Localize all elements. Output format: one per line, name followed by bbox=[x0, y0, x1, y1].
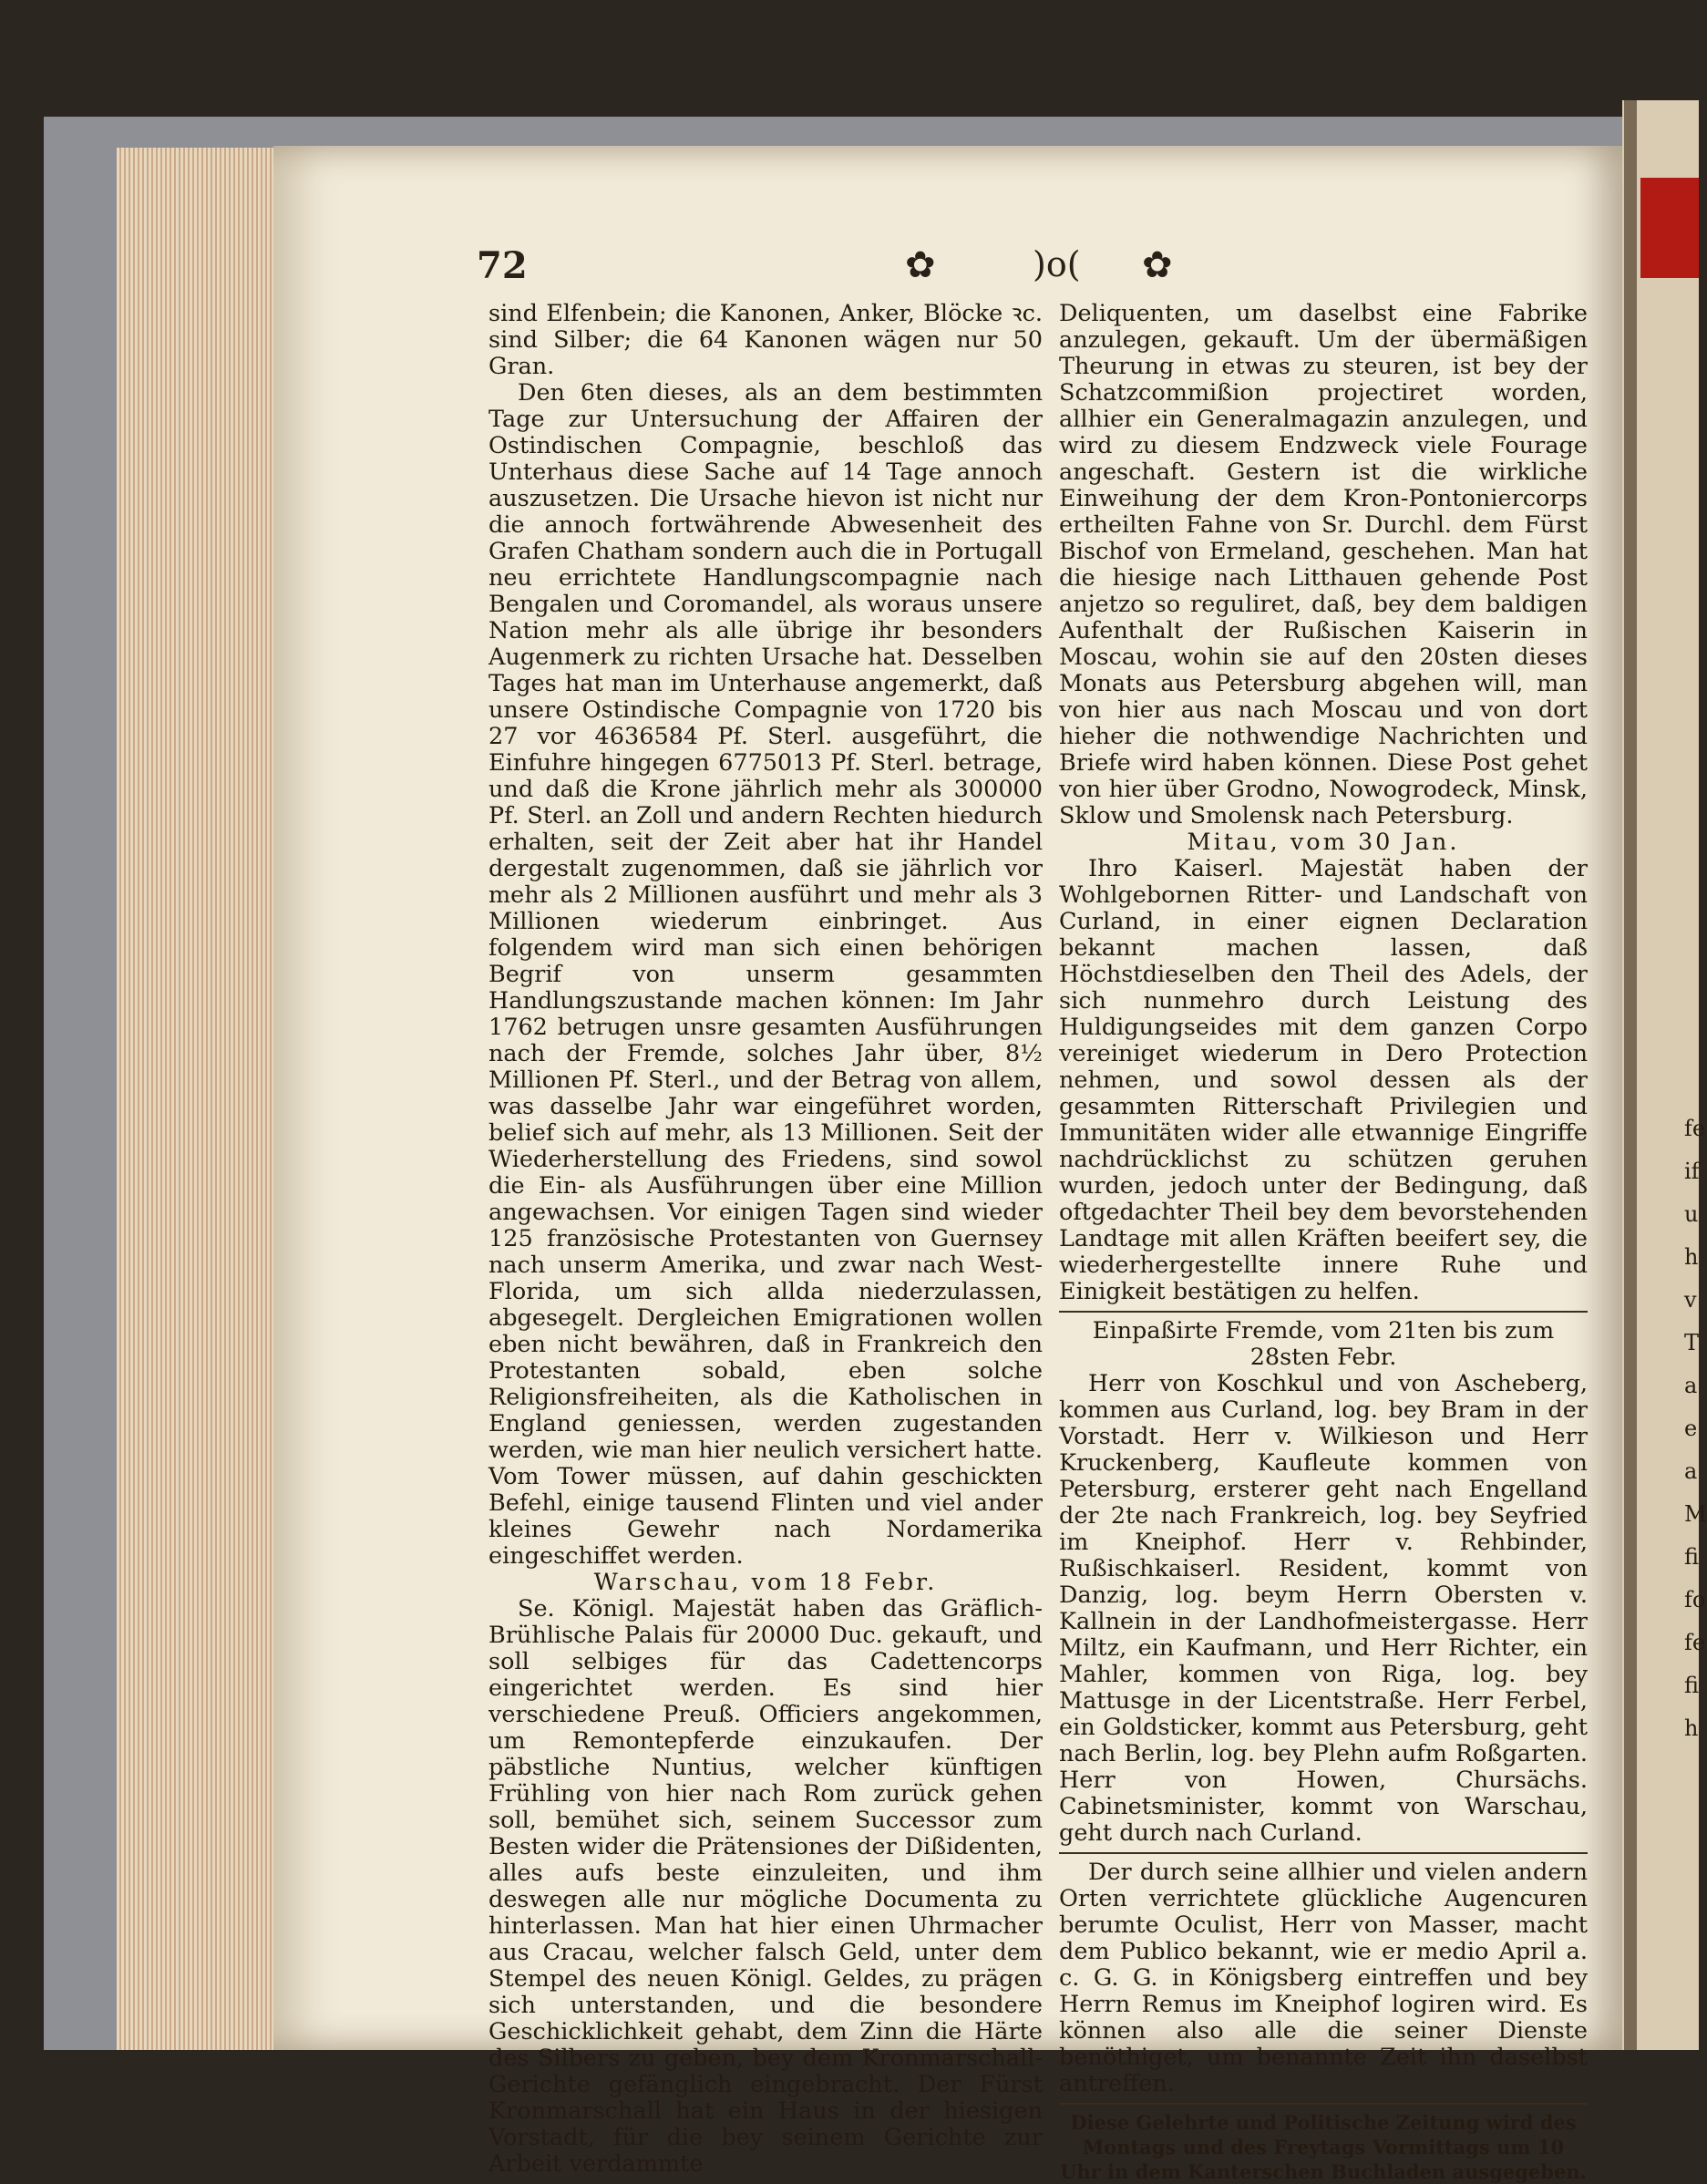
fragment-line: h bbox=[1684, 1715, 1699, 1741]
fragment-line: h bbox=[1684, 1244, 1699, 1270]
section-heading-fremde: Einpaßirte Fremde, vom 21ten bis zum 28sten Febr. bbox=[1092, 1317, 1555, 1371]
next-page-fragment bbox=[1684, 1107, 1707, 1837]
bookmark-ribbon bbox=[1640, 178, 1699, 278]
page-edges bbox=[117, 148, 276, 2050]
advertisement-text: Der durch seine allhier und vielen andern Orten verrichtete glückliche Augencuren berumte Oculist, Herr von Masser, macht dem Publico bekannt, wie er medio April a. c. G. G. in Königsberg eintreffen und bey Herrn Remus im Kneiphof logiren wird. Es können also alle die seiner Dienste benöthiget, um benannte Zeit ihn daselbst antreffen. bbox=[1059, 1859, 1588, 2097]
article-text: sind Elfenbein; die Kanonen, Anker, Blöcke ꝛc. sind Silber; die 64 Kanonen wägen nur 50 Gran. bbox=[488, 300, 1043, 380]
fragment-line: M bbox=[1684, 1501, 1707, 1527]
article-text: Ihro Kaiserl. Majestät haben der Wohlgebornen Ritter- und Landschaft von Curland, in einer eignen Declaration bekannt machen lassen, daß Höchstdieselben den Theil des Adels, der sich nunmehro durch Leistung des Huldigungseides mit dem ganzen Corpo vereiniget wiederum in Dero Protection nehmen, und sowol dessen als der gesammten Ritterschaft Privilegien und Immunitäten wider alle etwannige Eingriffe nachdrücklichst zu schützen geruhen wurden, jedoch unter der Bedingung, daß oftgedachter Theil bey dem bevorstehenden Landtage mit allen Kräften beeifert sey, die wiederhergestellte innere Ruhe und Einigkeit bestätigen zu helfen. bbox=[1059, 855, 1588, 1305]
fragment-line: T bbox=[1684, 1330, 1700, 1355]
dateline-mitau: Mitau, vom 30 Jan. bbox=[1187, 829, 1460, 856]
fragment-line: fi bbox=[1684, 1673, 1700, 1698]
fragment-line: fi bbox=[1684, 1544, 1700, 1570]
ornament-left-icon: ✿ bbox=[905, 244, 936, 286]
fragment-line: fe bbox=[1684, 1630, 1706, 1655]
fragment-line: fe bbox=[1684, 1116, 1706, 1141]
section-divider bbox=[1059, 2103, 1588, 2105]
page-number: 72 bbox=[477, 244, 528, 287]
right-column bbox=[1059, 301, 1588, 2184]
fragment-line: e bbox=[1684, 1416, 1698, 1441]
article-text: Se. Königl. Majestät haben das Gräflich-Brühlische Palais für 20000 Duc. gekauft, und soll selbiges für das Cadettencorps eingerichtet werden. Es sind hier verschiedene Preuß. Officiers angekommen, um Remontepferde einzukaufen. Der päbstliche Nuntius, welcher künftigen Frühling von hier nach Rom zurück gehen soll, bemühet sich, seinem Successor zum Besten wider die Prätensiones der Dißidenten, alles aufs beste einzuleiten, und ihm deswegen alle nur mögliche Documenta zu hinterlassen. Man hat hier einen Uhrmacher aus Cracau, welcher falsch Geld, unter dem Stempel des neuen Königl. Geldes, zu prägen sich unterstanden, und die besondere Geschicklichkeit gehabt, dem Zinn die Härte des Silbers zu geben, bey dem Kronmarschall-Gerichte gefänglich eingebracht. Der Fürst Kronmarschall hat ein Haus in der hiesigen Vorstadt, für die bey seinem Gerichte zur Arbeit verdammte bbox=[488, 1595, 1043, 2178]
section-divider bbox=[1059, 1852, 1588, 1854]
imprint-note: Diese Gelehrte und Politische Zeitung wird des Montags und des Freytags Vormittags um 10 Uhr in dem Kanterschen Buchladen ausgegeben. bbox=[1060, 2111, 1587, 2183]
fragment-line: a bbox=[1684, 1458, 1698, 1484]
ornament-right-icon: ✿ bbox=[1142, 244, 1173, 286]
section-divider bbox=[1059, 1311, 1588, 1313]
dateline-warschau: Warschau, vom 18 Febr. bbox=[593, 1569, 938, 1596]
fragment-line: u bbox=[1684, 1201, 1699, 1227]
page-header bbox=[477, 244, 1589, 299]
fragment-line: if bbox=[1684, 1159, 1700, 1184]
article-text: Herr von Koschkul und von Ascheberg, kommen aus Curland, log. bey Bram in der Vorstadt. Herr v. Wilkieson und Herr Kruckenberg, Kaufleute kommen von Petersburg, ersterer geht nach Engelland der 2te nach Frankreich, log. bey Seyfried im Kneiphof. Herr v. Rehbinder, Rußischkaiserl. Resident, kommt von Danzig, log. beym Herrn Obersten v. Kallnein in der Landhofmeistergasse. Herr Miltz, ein Kaufmann, und Herr Richter, ein Mahler, kommen von Riga, log. bey Mattusge in der Licentstraße. Herr Ferbel, ein Goldsticker, kommt aus Petersburg, geht nach Berlin, log. bey Plehn aufm Roßgarten. Herr von Howen, Chursächs. Cabinetsminister, kommt von Warschau, geht durch nach Curland. bbox=[1059, 1370, 1588, 1847]
fragment-line: v bbox=[1684, 1287, 1697, 1313]
fragment-line: a bbox=[1684, 1373, 1698, 1398]
fragment-line: fo bbox=[1684, 1587, 1706, 1612]
left-column bbox=[488, 301, 1043, 2178]
ornament-center-icon: )o( bbox=[1033, 244, 1081, 284]
article-text: Deliquenten, um daselbst eine Fabrike anzulegen, gekauft. Um der übermäßigen Theurung in etwas zu steuren, ist bey der Schatzcommißion projectiret worden, allhier ein Generalmagazin anzulegen, und wird zu diesem Endzweck viele Fourage angeschaft. Gestern ist die wirkliche Einweihung der dem Kron-Pontoniercorps ertheilten Fahne von Sr. Durchl. dem Fürst Bischof von Ermeland, geschehen. Man hat die hiesige nach Litthauen gehende Post anjetzo so reguliret, daß, bey dem baldigen Aufenthalt der Rußischen Kaiserin in Moscau, wohin sie auf den 20sten dieses Monats aus Petersburg abgehen will, man von hier aus nach Moscau und von dort hieher die nothwendige Nachrichten und Briefe wird haben können. Diese Post gehet von hier über Grodno, Nowogrodeck, Minsk, Sklow und Smolensk nach Petersburg. bbox=[1059, 300, 1588, 829]
adjacent-page-spine bbox=[1624, 100, 1637, 2050]
article-text: Den 6ten dieses, als an dem bestimmten Tage zur Untersuchung der Affairen der Ostindischen Compagnie, beschloß das Unterhaus diese Sache auf 14 Tage annoch auszusetzen. Die Ursache hievon ist nicht nur die annoch fortwährende Abwesenheit des Grafen Chatham sondern auch die in Portugall neu errichtete Handlungscompagnie nach Bengalen und Coromandel, als woraus unsere Nation mehr als alle übrige ihr besonders Augenmerk zu richten Ursache hat. Desselben Tages hat man im Unterhause angemerkt, daß unsere Ostindische Compagnie von 1720 bis 27 vor 4636584 Pf. Sterl. ausgeführt, die Einfuhre hingegen 6775013 Pf. Sterl. betrage, und daß die Krone jährlich mehr als 300000 Pf. Sterl. an Zoll und andern Rechten hiedurch erhalten, seit der Zeit aber hat ihr Handel dergestalt zugenommen, daß sie jährlich vor mehr als 2 Millionen ausführt und mehr als 3 Millionen wiederum einbringet. Aus folgendem wird man sich einen behörigen Begrif von unserm gesammten Handlungszustande machen können: Im Jahr 1762 betrugen unsre gesamten Ausführungen nach der Fremde, solches Jahr über, 8½ Millionen Pf. Sterl., und der Betrag von allem, was dasselbe Jahr war eingeführet worden, belief sich auf mehr, als 13 Millionen. Seit der Wiederherstellung des Friedens, sind sowol die Ein- als Ausführungen über eine Million angewachsen. Vor einigen Tagen sind wieder 125 französische Protestanten von Guernsey nach unserm Amerika, und zwar nach West-Florida, um sich allda niederzulassen, abgesegelt. Dergleichen Emigrationen wollen eben nicht bewähren, daß in Frankreich den Protestanten sobald, eben solche Religionsfreiheiten, als die Katholischen in England geniessen, werden zugestanden werden, wie man hier neulich versichert hatte. Vom Tower müssen, auf dahin geschickten Befehl, einige tausend Flinten und viel ander kleines Gewehr nach Nordamerika eingeschiffet werden. bbox=[488, 379, 1043, 1570]
